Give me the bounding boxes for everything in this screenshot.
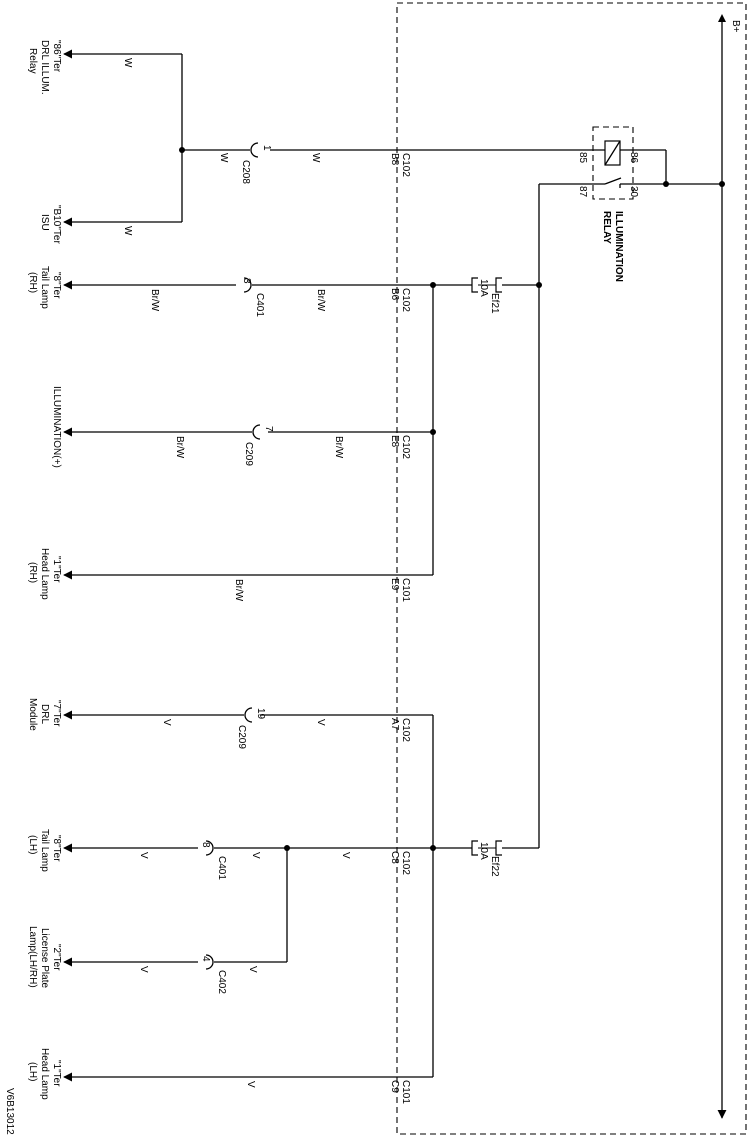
inline-connector-c402 xyxy=(200,955,227,994)
diagram-label: (LH) xyxy=(27,835,38,855)
diagram-id: V6B13012 xyxy=(4,1088,15,1135)
diagram-label: C101 xyxy=(400,1080,411,1104)
pin-c102-c8 xyxy=(389,851,411,875)
diagram-label: "8"Ter xyxy=(51,835,62,862)
dest-isu xyxy=(39,205,62,244)
diagram-label: E8 xyxy=(389,435,400,448)
pin-c102-b6 xyxy=(389,288,411,312)
c401-rh-name: C401 xyxy=(254,293,265,317)
b-plus-bus xyxy=(718,14,741,1118)
wire-color-label: Br/W xyxy=(174,436,185,459)
dest-license-plate-lamp xyxy=(27,926,62,988)
diagram-label: "B10"Ter xyxy=(51,205,62,244)
pin-c102-a7 xyxy=(389,718,411,742)
wire-color-label: Br/W xyxy=(233,579,244,602)
inline-connector-c209-illum xyxy=(243,425,274,466)
diagram-label: C102 xyxy=(400,718,411,742)
wire-color-label: V xyxy=(245,1081,256,1088)
c402-num: 4 xyxy=(200,956,211,962)
c401-rh-num: 3 xyxy=(241,278,252,284)
dest-tail-lamp-lh xyxy=(27,829,62,872)
diagram-label: Relay xyxy=(27,48,38,74)
inline-connector-c209-drl xyxy=(236,708,266,749)
diagram-label: ILLUMINATION(+) xyxy=(51,386,62,468)
c401-lh-num: 8 xyxy=(200,842,211,848)
junction-30 xyxy=(663,181,669,187)
wire-color-label: W xyxy=(122,226,133,236)
dest-illumination xyxy=(51,386,62,468)
diagram-label: B8 xyxy=(389,153,400,166)
fuse-ef22 xyxy=(472,841,539,877)
diagram-label: C8 xyxy=(389,851,400,864)
c402-name: C402 xyxy=(216,970,227,994)
relay-name-line1: ILLUMINATION xyxy=(613,211,624,282)
dest-drl-illum-relay xyxy=(27,40,62,95)
fuse-ef22-name: Ef22 xyxy=(489,856,500,877)
inline-connector-c208 xyxy=(240,143,272,184)
diagram-label: A7 xyxy=(389,718,400,731)
dest-tail-lamp-rh xyxy=(27,266,62,309)
junction-bplus xyxy=(719,181,725,187)
diagram-label: C102 xyxy=(400,153,411,177)
diagram-label: ISU xyxy=(39,214,50,231)
dest-drl-module xyxy=(27,698,62,731)
diagram-label: Lamp(LH/RH) xyxy=(27,926,38,988)
diagram-label: "2"Ter xyxy=(51,944,62,971)
inline-connector-c401-lh xyxy=(200,841,227,880)
c209-illum-name: C209 xyxy=(243,442,254,466)
relay-switch xyxy=(605,178,621,184)
wire-color-label: V xyxy=(247,966,258,973)
diagram-label: "7"Ter xyxy=(51,700,62,727)
relay-name-line2: RELAY xyxy=(601,211,612,244)
b-plus-label: B+ xyxy=(730,20,741,33)
harness-boundary xyxy=(397,3,746,1134)
relay-pin-85: 85 xyxy=(577,152,588,164)
diagram-label: C102 xyxy=(400,288,411,312)
diagram-label: C102 xyxy=(400,435,411,459)
diagram-label: Tail Lamp xyxy=(39,829,50,872)
fuse-ef21 xyxy=(472,278,539,314)
pin-c101-c9 xyxy=(389,1080,411,1104)
diagram-label: "8"Ter xyxy=(51,272,62,299)
wire-color-label: W xyxy=(218,153,229,163)
diagram-label: License Plate xyxy=(39,928,50,989)
diagram-label: (RH) xyxy=(27,562,38,584)
diagram-label: DRL ILLUM. xyxy=(39,40,50,95)
diagram-label: C9 xyxy=(389,1080,400,1093)
diagram-label: Module xyxy=(27,698,38,731)
diagram-label: (RH) xyxy=(27,272,38,294)
diagram-label: (LH) xyxy=(27,1062,38,1082)
fuse-ef21-name: Ef21 xyxy=(489,293,500,314)
wire-color-label: Br/W xyxy=(149,289,160,312)
c209-drl-name: C209 xyxy=(236,725,247,749)
diagram-label: "1"Ter xyxy=(51,1060,62,1087)
wire-color-label: V xyxy=(138,852,149,859)
pin-c102-b8 xyxy=(389,153,411,177)
diagram-label: Tail Lamp xyxy=(39,266,50,309)
relay-pin-87: 87 xyxy=(577,186,588,198)
wire-color-label: V xyxy=(250,852,261,859)
wire-color-label: V xyxy=(161,719,172,726)
diagram-label: "1"Ter xyxy=(51,556,62,583)
wire-color-label: W xyxy=(122,58,133,68)
diagram-label: Head Lamp xyxy=(39,1048,50,1100)
relay-pin-30: 30 xyxy=(628,186,639,198)
wire-color-label: Br/W xyxy=(315,289,326,312)
pin-c102-e8 xyxy=(389,435,411,459)
diagram-label: E9 xyxy=(389,578,400,591)
diagram-label: B6 xyxy=(389,288,400,301)
c209-illum-num: 7 xyxy=(263,426,274,432)
wire-color-label: V xyxy=(315,719,326,726)
diagram-label: C102 xyxy=(400,851,411,875)
c209-drl-num: 19 xyxy=(255,708,266,720)
c401-lh-name: C401 xyxy=(216,856,227,880)
diagram-label: Head Lamp xyxy=(39,548,50,600)
wire-color-label: W xyxy=(310,153,321,163)
fuse-ef22-rating: 10A xyxy=(478,842,489,860)
dest-head-lamp-lh xyxy=(27,1048,62,1100)
wire-color-label: V xyxy=(340,852,351,859)
c208-num: 1 xyxy=(261,145,272,151)
inline-connector-c401-rh xyxy=(241,278,265,317)
wire-color-label: Br/W xyxy=(333,436,344,459)
diagram-label: C101 xyxy=(400,578,411,602)
dest-head-lamp-rh xyxy=(27,548,62,600)
diagram-label: DRL xyxy=(39,704,50,725)
wire-color-label: V xyxy=(138,966,149,973)
pin-c101-e9 xyxy=(389,578,411,602)
c208-name: C208 xyxy=(240,160,251,184)
relay-pin-86: 86 xyxy=(628,152,639,164)
fuse-ef21-rating: 10A xyxy=(478,279,489,297)
diagram-label: "86"Ter xyxy=(51,40,62,73)
